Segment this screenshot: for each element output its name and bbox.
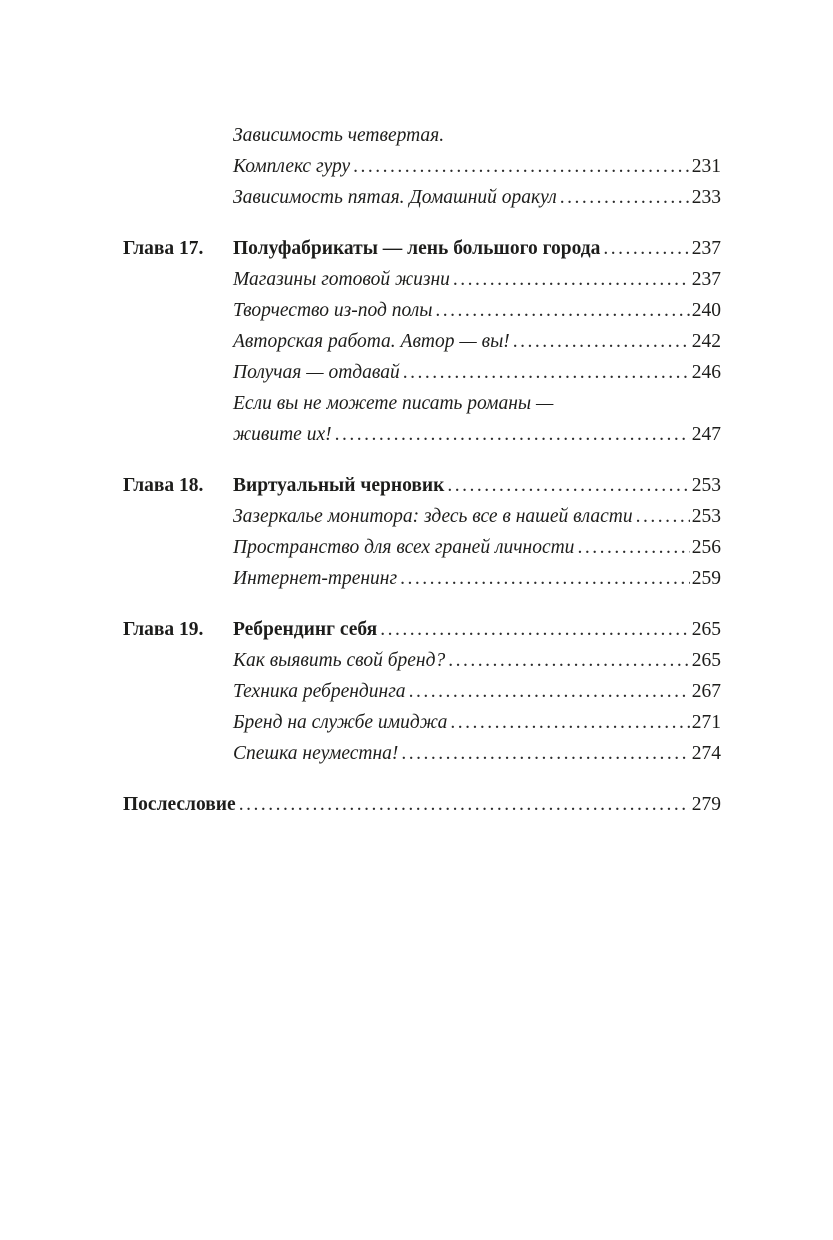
toc-chapter-row: [123, 614, 721, 645]
toc-entry-title: живите их!: [233, 424, 332, 445]
dot-leader: [350, 151, 690, 182]
toc-sub-row: [123, 388, 721, 419]
toc-sub-row: [123, 326, 721, 357]
toc-entry-page: 274: [691, 743, 721, 764]
toc-sub-row: [123, 676, 721, 707]
toc-entry-title: Авторская работа. Автор — вы!: [233, 331, 510, 352]
toc-chapter-label: Глава 18.: [123, 475, 204, 496]
toc-sub-row: [123, 563, 721, 594]
toc-sub-row: [123, 419, 721, 450]
dot-leader: [332, 419, 690, 450]
dot-leader: [432, 295, 689, 326]
dot-leader: [447, 707, 689, 738]
toc-sub-row: [123, 738, 721, 769]
toc-entry-title: Техника ребрендинга: [233, 681, 406, 702]
toc-entry-page: 279: [691, 794, 721, 815]
toc-entry-title: Ребрендинг себя: [233, 619, 378, 640]
dot-leader: [406, 676, 690, 707]
toc-entry-page: 259: [691, 568, 721, 589]
toc-chapter-label: Глава 17.: [123, 238, 204, 259]
toc-sub-row: [123, 264, 721, 295]
toc-sub-row: [123, 645, 721, 676]
toc-entry-title: Зависимость четвертая.: [233, 125, 445, 146]
toc-entry-title: Комплекс гуру: [233, 156, 351, 177]
toc-entry-title: Спешка неуместна!: [233, 743, 399, 764]
toc-entry-title: Бренд на службе имиджа: [233, 712, 448, 733]
toc-entry-page: 240: [691, 300, 721, 321]
dot-leader: [600, 233, 689, 264]
toc-chapter-row: [123, 233, 721, 264]
toc-entry-title: Полуфабрикаты — лень большого города: [233, 238, 601, 259]
toc-entry-page: 267: [691, 681, 721, 702]
dot-leader: [450, 264, 690, 295]
toc-entry-title: Послесловие: [123, 794, 236, 815]
toc-entry-page: 253: [691, 475, 721, 496]
dot-leader: [397, 563, 690, 594]
toc-entry-page: 231: [691, 156, 721, 177]
toc-entry-page: 237: [691, 269, 721, 290]
toc-chapter-row: [123, 470, 721, 501]
dot-leader: [377, 614, 690, 645]
toc-entry-page: 242: [691, 331, 721, 352]
dot-leader: [510, 326, 690, 357]
dot-leader: [444, 470, 689, 501]
toc-entry-page: 271: [691, 712, 721, 733]
toc-sub-row: [123, 532, 721, 563]
dot-leader: [574, 532, 689, 563]
toc-sub-row: [123, 182, 721, 213]
toc-entry-title: Интернет-тренинг: [233, 568, 398, 589]
toc-footer-row: [123, 789, 721, 820]
toc-entry-title: Пространство для всех граней личности: [233, 537, 575, 558]
toc-entry-page: 237: [691, 238, 721, 259]
dot-leader: [557, 182, 690, 213]
dot-leader: [400, 357, 690, 388]
toc-entry-title: Получая — отдавай: [233, 362, 400, 383]
toc-chapter-label: Глава 19.: [123, 619, 204, 640]
toc-entry-title: Зависимость пятая. Домашний оракул: [233, 187, 557, 208]
toc-entry-page: 265: [691, 650, 721, 671]
dot-leader: [633, 501, 690, 532]
toc-entry-title: Зазеркалье монитора: здесь все в нашей власти: [233, 506, 633, 527]
dot-leader: [445, 645, 690, 676]
toc-sub-row: [123, 357, 721, 388]
toc-entry-page: 233: [691, 187, 721, 208]
toc-entry-title: Творчество из-под полы: [233, 300, 433, 321]
dot-leader: [236, 789, 690, 820]
toc-sub-row: [123, 295, 721, 326]
toc-entry-page: 253: [691, 506, 721, 527]
toc-sub-row: [123, 120, 721, 151]
toc-entry-page: 256: [691, 537, 721, 558]
toc-entry-title: Если вы не можете писать романы —: [233, 393, 554, 414]
toc-entry-page: 247: [691, 424, 721, 445]
toc-entry-title: Виртуальный черновик: [233, 475, 445, 496]
toc-entry-title: Как выявить свой бренд?: [233, 650, 446, 671]
toc-sub-row: [123, 707, 721, 738]
toc-sub-row: [123, 151, 721, 182]
toc-entry-page: 265: [691, 619, 721, 640]
toc-entry-title: Магазины готовой жизни: [233, 269, 450, 290]
toc-sub-row: [123, 501, 721, 532]
dot-leader: [398, 738, 689, 769]
toc-entry-page: 246: [691, 362, 721, 383]
